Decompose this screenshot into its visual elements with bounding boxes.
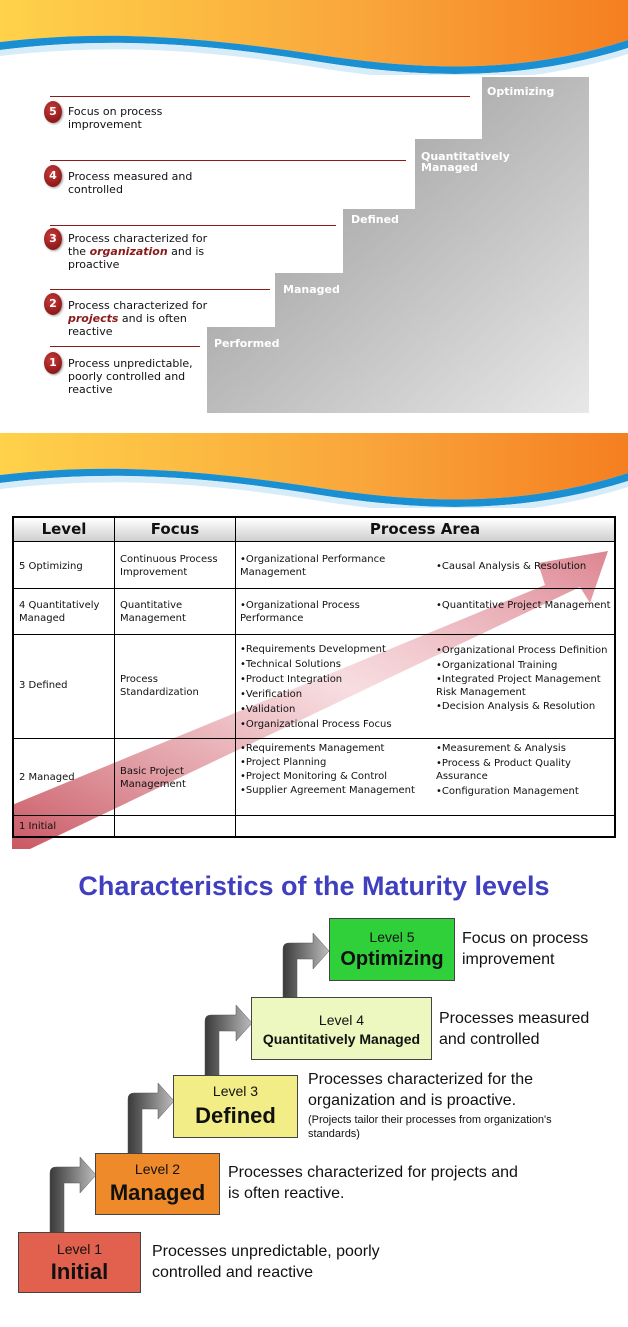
level-2-name: Managed bbox=[109, 1180, 206, 1205]
row-level-1: 1 Initial bbox=[19, 821, 57, 832]
level-5-description: Focus on process improvement bbox=[462, 930, 589, 968]
list-item: •Process & Product Quality Assurance bbox=[436, 758, 571, 782]
arrow-1-to-2-icon bbox=[50, 1157, 96, 1233]
row-focus-2: Basic Project Management bbox=[120, 766, 186, 790]
level-4-name: Quantitatively Managed bbox=[262, 1031, 421, 1047]
emphasis-organization: organization bbox=[89, 245, 168, 258]
row-focus-4: Quantitative Management bbox=[120, 600, 186, 624]
list-item: •Quantitative Project Management bbox=[436, 600, 611, 611]
row-areas-right-5 bbox=[436, 561, 612, 574]
row-areas-left-2 bbox=[240, 742, 432, 798]
row-areas-left-4 bbox=[240, 600, 425, 625]
list-item: •Product Integration bbox=[240, 674, 343, 685]
column-divider bbox=[235, 518, 236, 836]
list-item: •Organizational Training bbox=[436, 659, 558, 671]
level-3-description-text: Processes characterized for the organization and is proactive. bbox=[308, 1071, 533, 1109]
level-5-small-label: Level 5 bbox=[369, 929, 415, 945]
row-divider bbox=[14, 634, 614, 635]
column-divider bbox=[114, 518, 115, 836]
level-5-box bbox=[329, 918, 455, 981]
page-title: Characteristics of the Maturity levels bbox=[78, 871, 550, 901]
level-4-line bbox=[50, 160, 406, 161]
panel-process-area-table bbox=[0, 433, 628, 850]
step-label-managed: Managed bbox=[283, 283, 340, 296]
list-item: •Integrated Project Management Risk Management bbox=[436, 674, 601, 698]
row-level-5: 5 Optimizing bbox=[19, 561, 83, 572]
header-focus: Focus bbox=[150, 520, 200, 538]
list-item: •Organizational Process Performance bbox=[240, 600, 360, 624]
row-areas-left-5 bbox=[240, 554, 425, 579]
list-item: •Technical Solutions bbox=[240, 659, 341, 670]
level-4-small-label: Level 4 bbox=[318, 1012, 365, 1028]
list-item: •Causal Analysis & Resolution bbox=[436, 561, 587, 572]
level-1-line bbox=[50, 346, 200, 347]
row-divider bbox=[14, 815, 614, 816]
level-1-text: Process unpredictable, poorly controlled and reactive bbox=[68, 357, 193, 396]
level-2-badge: 2 bbox=[44, 293, 62, 315]
row-focus-5: Continuous Process Improvement bbox=[120, 554, 218, 578]
row-areas-left-3 bbox=[240, 642, 432, 732]
list-item: •Requirements Development bbox=[240, 644, 386, 655]
header-process-area: Process Area bbox=[369, 520, 481, 538]
list-item: •Organizational Performance Management bbox=[240, 554, 386, 578]
list-item: •Validation bbox=[240, 704, 296, 715]
level-3-small-label: Level 3 bbox=[212, 1083, 259, 1099]
level-1-description: Processes unpredictable, poorly controlled and reactive bbox=[152, 1243, 380, 1281]
header-level: Level bbox=[41, 520, 87, 538]
level-2-line bbox=[50, 289, 270, 290]
level-5-name: Optimizing bbox=[340, 948, 444, 970]
level-2-text: Process characterized for projects and is often reactive bbox=[68, 299, 208, 338]
row-areas-right-2 bbox=[436, 742, 612, 798]
arrow-2-to-3-icon bbox=[128, 1083, 174, 1155]
list-item: •Supplier Agreement Management bbox=[240, 785, 415, 796]
panel-maturity-characteristics bbox=[0, 855, 628, 1327]
level-3-note: (Projects tailor their processes from organization's standards) bbox=[308, 1114, 552, 1140]
level-1-box bbox=[18, 1232, 141, 1293]
list-item: •Project Monitoring & Control bbox=[240, 771, 388, 782]
level-3-line bbox=[50, 225, 336, 226]
list-item: •Decision Analysis & Resolution bbox=[436, 701, 596, 713]
process-area-table bbox=[12, 516, 616, 838]
panel-staircase-overview bbox=[0, 0, 628, 425]
level-4-text: Process measured and controlled bbox=[68, 170, 193, 196]
level-2-box bbox=[95, 1153, 220, 1215]
level-4-badge: 4 bbox=[44, 165, 62, 187]
arrow-3-to-4-icon bbox=[205, 1005, 252, 1077]
level-3-badge: 3 bbox=[44, 228, 62, 250]
row-divider bbox=[14, 738, 614, 739]
level-3-description bbox=[308, 1069, 568, 1141]
level-3-name: Defined bbox=[195, 1103, 276, 1128]
row-areas-right-4 bbox=[436, 600, 612, 613]
list-item: •Configuration Management bbox=[436, 786, 579, 797]
level-4-description: Processes measured and controlled bbox=[439, 1010, 590, 1048]
level-4-box bbox=[251, 997, 432, 1060]
row-level-3: 3 Defined bbox=[19, 680, 68, 691]
list-item: •Project Planning bbox=[240, 757, 327, 768]
level-3-text: Process characterized for the organization and is proactive bbox=[68, 232, 208, 271]
step-label-defined: Defined bbox=[351, 213, 399, 226]
row-focus-3: Process Standardization bbox=[120, 674, 199, 698]
level-3-box bbox=[173, 1075, 298, 1138]
step-label-optimizing: Optimizing bbox=[487, 85, 555, 98]
row-level-2: 2 Managed bbox=[19, 772, 75, 783]
level-2-small-label: Level 2 bbox=[134, 1161, 181, 1177]
level-2-description: Processes characterized for projects and is often reactive. bbox=[228, 1164, 518, 1202]
level-1-badge: 1 bbox=[44, 352, 62, 374]
level-5-badge: 5 bbox=[44, 101, 62, 123]
table-header-row bbox=[14, 518, 614, 542]
list-item: •Verification bbox=[240, 689, 303, 700]
list-item: •Organizational Process Focus bbox=[240, 719, 392, 730]
arrow-4-to-5-icon bbox=[283, 933, 329, 998]
list-item: •Requirements Management bbox=[240, 743, 385, 754]
level-1-small-label: Level 1 bbox=[56, 1241, 103, 1257]
list-item: •Measurement & Analysis bbox=[436, 743, 566, 754]
row-divider bbox=[14, 588, 614, 589]
step-label-quantitatively-managed: Quantitatively Managed bbox=[421, 150, 510, 174]
row-areas-right-3 bbox=[436, 645, 612, 714]
step-label-performed: Performed bbox=[214, 337, 280, 350]
row-level-4: 4 Quantitatively Managed bbox=[19, 600, 100, 624]
list-item: •Organizational Process Definition bbox=[436, 645, 608, 656]
level-5-line bbox=[50, 96, 470, 97]
level-1-name: Initial bbox=[50, 1259, 109, 1284]
emphasis-projects: projects bbox=[68, 312, 119, 325]
level-5-text: Focus on process improvement bbox=[68, 105, 163, 131]
